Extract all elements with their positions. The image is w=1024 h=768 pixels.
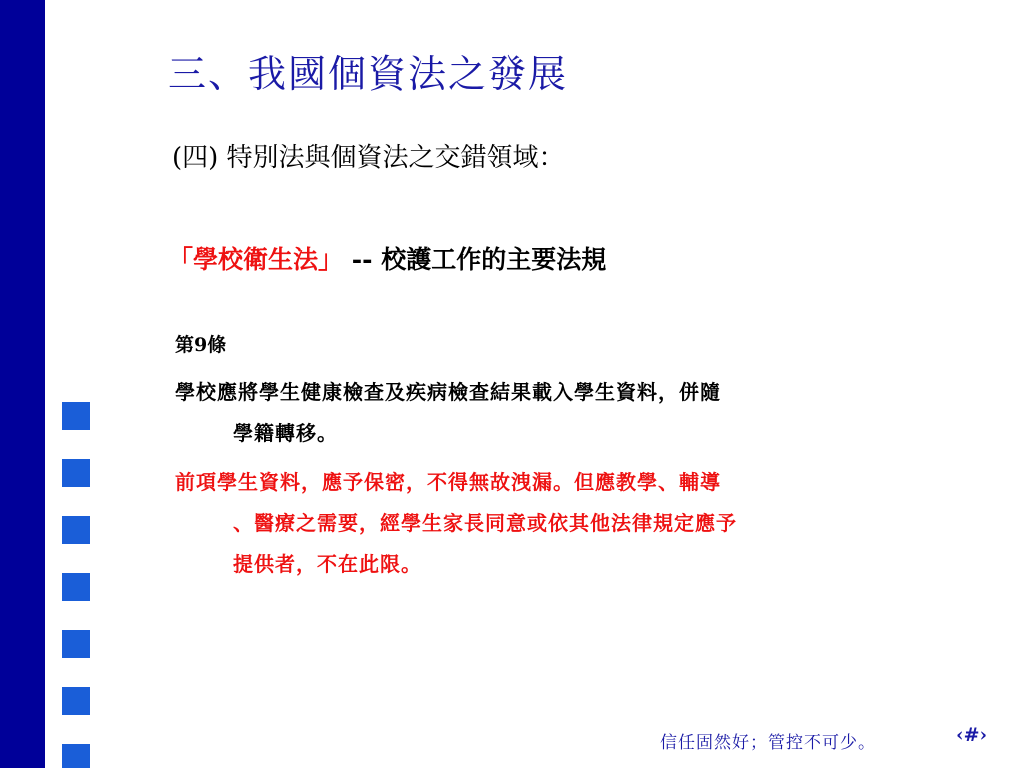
law-heading xyxy=(168,244,606,277)
page-number: ‹#› xyxy=(956,724,988,746)
decorative-square xyxy=(62,516,90,544)
footer-motto: 信任固然好；管控不可少。 xyxy=(660,733,876,753)
decorative-square xyxy=(62,573,90,601)
slide-title: 三、我國個資法之發展 xyxy=(168,52,569,96)
decorative-square xyxy=(62,744,90,768)
paragraph-2-line-2: 、醫療之需要，經學生家長同意或依其他法律規定應予 xyxy=(233,511,737,535)
decorative-square xyxy=(62,630,90,658)
paragraph-1-line-2: 學籍轉移。 xyxy=(233,421,338,445)
law-dash: -- xyxy=(343,245,373,274)
decorative-square xyxy=(62,459,90,487)
decorative-square xyxy=(62,402,90,430)
section-subtitle: (四) 特別法與個資法之交錯領域： xyxy=(172,143,565,173)
law-name: 「學校衛生法」 xyxy=(168,245,344,274)
left-sidebar-bar xyxy=(0,0,45,768)
paragraph-2-line-1: 前項學生資料，應予保密，不得無故洩漏。但應教學、輔導 xyxy=(175,470,721,494)
decorative-square xyxy=(62,687,90,715)
article-number: 第9條 xyxy=(175,334,227,356)
paragraph-2 xyxy=(175,462,935,585)
paragraph-1 xyxy=(175,372,935,454)
paragraph-1-line-1: 學校應將學生健康檢查及疾病檢查結果載入學生資料，併隨 xyxy=(175,380,721,404)
law-description: 校護工作的主要法規 xyxy=(372,245,607,274)
paragraph-2-line-3: 提供者，不在此限。 xyxy=(233,552,422,576)
